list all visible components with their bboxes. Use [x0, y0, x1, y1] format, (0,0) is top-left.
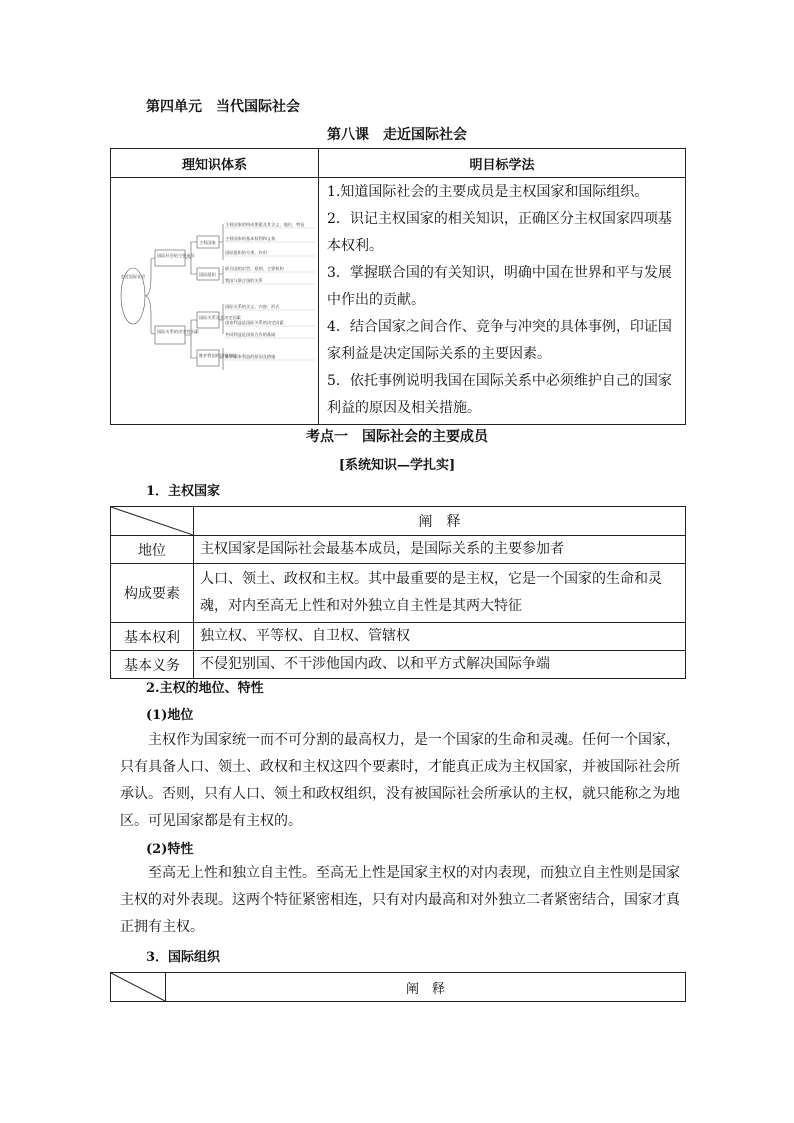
mindmap-detail-9: 维护国家利益的原因及措施	[225, 354, 276, 359]
section-title: 考点一 国际社会的主要成员	[306, 429, 488, 445]
mindmap-branch-members-text: 国际社会的主要成员	[157, 253, 195, 258]
row-label: 构成要素	[111, 564, 194, 623]
unit-title: 第四单元 当代国际社会	[146, 99, 300, 115]
table-row	[111, 536, 686, 564]
paragraph-features: 至高无上性和独立自主性。至高无上性是国家主权的对内表现，而独立自主性则是国家主权的对外表现。这两个特征紧密相连，只有对内最高和对外独立二者紧密结合，国家才真正拥有主权。	[120, 865, 680, 935]
mindmap-diagram	[111, 178, 318, 418]
row-content: 不侵犯别国、不干涉他国内政、以和平方式解决国际争端	[194, 651, 686, 679]
table-row	[111, 564, 686, 623]
goals-header: 明目标学法	[319, 149, 686, 178]
mindmap-detail-6: 国际关系的含义、内容、形式	[225, 304, 280, 309]
goals-cell	[319, 178, 686, 425]
mindmap-detail-2: 主权国家的基本权利和义务	[225, 236, 276, 241]
mindmap-detail-3: 国际组织的分类、作用	[225, 250, 267, 255]
mindmap-detail-1: 主权国家的构成要素及其含义、地位、特征	[225, 222, 305, 227]
table-header-cell: 阐 释	[194, 507, 686, 536]
goal-item: 3．掌握联合国的有关知识，明确中国在世界和平与发展中作出的贡献。	[327, 265, 672, 308]
table-row	[111, 623, 686, 651]
subheading-features: (2)特性	[146, 842, 194, 857]
table-corner-cell	[111, 973, 166, 1002]
sovereign-state-table	[110, 506, 686, 679]
mindmap-detail-8: 共同利益是国家合作的基础	[225, 332, 276, 337]
goal-item: 4．结合国家之间合作、竞争与冲突的具体事例，印证国家利益是决定国际关系的主要因素。	[327, 319, 672, 362]
overview-table	[110, 148, 686, 425]
section-subtitle: [系统知识—学扎实]	[338, 458, 456, 473]
row-label: 基本权利	[111, 623, 194, 651]
mindmap-detail-4: 联合国的宗旨、原则、主要机构	[225, 266, 284, 271]
knowledge-system-header: 理知识体系	[111, 149, 319, 178]
diagonal-line	[111, 973, 165, 1001]
mindmap-node-interest-text: 维护我国的国家利益	[199, 353, 237, 358]
mindmap-node-relations-text: 国际关系及其决定因素	[199, 315, 241, 320]
row-content: 主权国家是国际社会最基本成员，是国际关系的主要参加者	[194, 536, 686, 564]
goal-item: 1.知道国际社会的主要成员是主权国家和国际组织。	[327, 184, 649, 200]
mindmap-detail-5: 我国与联合国的关系	[225, 278, 263, 283]
row-label: 地位	[111, 536, 194, 564]
row-content: 人口、领土、政权和主权。其中最重要的是主权，它是一个国家的生命和灵魂，对内至高无上性和对外独立自主性是其两大特征	[194, 564, 686, 623]
row-label: 基本义务	[111, 651, 194, 679]
table-header-cell: 阐 释	[166, 973, 686, 1002]
subheading-status: (1)地位	[146, 708, 194, 723]
table-corner-cell	[111, 507, 194, 536]
mindmap-node-sovereign-text: 主权国家	[199, 240, 216, 245]
paragraph-status: 主权作为国家统一而不可分割的最高权力，是一个国家的生命和灵魂。任何一个国家，只有具备人口、领土、政权和主权这四个要素时，才能真正成为主权国家，并被国际社会所承认。否则，只有人口、领土和政权组织，没有被国际社会所承认的主权，就只能称之为地区。可见国家都是有主权的。	[120, 732, 680, 829]
row-content: 独立权、平等权、自卫权、管辖权	[194, 623, 686, 651]
mindmap-branch-relations-text: 国际关系的决定性因素	[157, 329, 199, 334]
lesson-title: 第八课 走近国际社会	[327, 127, 467, 143]
heading-intl-org: 3．国际组织	[146, 950, 221, 965]
heading-sovereign-state: 1．主权国家	[146, 484, 221, 499]
mindmap-node-org-text: 国际组织	[199, 272, 216, 277]
intl-org-table	[110, 972, 686, 1002]
goal-item: 2．识记主权国家的相关知识，正确区分主权国家四项基本权利。	[327, 211, 672, 254]
mindmap-cell	[111, 178, 319, 425]
mindmap-detail-7: 国家利益是国际关系的决定因素	[225, 320, 284, 325]
heading-sovereignty: 2.主权的地位、特性	[146, 681, 264, 696]
goal-item: 5．依托事例说明我国在国际关系中必须维护自己的国家利益的原因及相关措施。	[327, 373, 672, 416]
diagonal-line	[111, 507, 193, 535]
mindmap-center-text: 走近国际社会	[120, 274, 146, 279]
table-row	[111, 651, 686, 679]
